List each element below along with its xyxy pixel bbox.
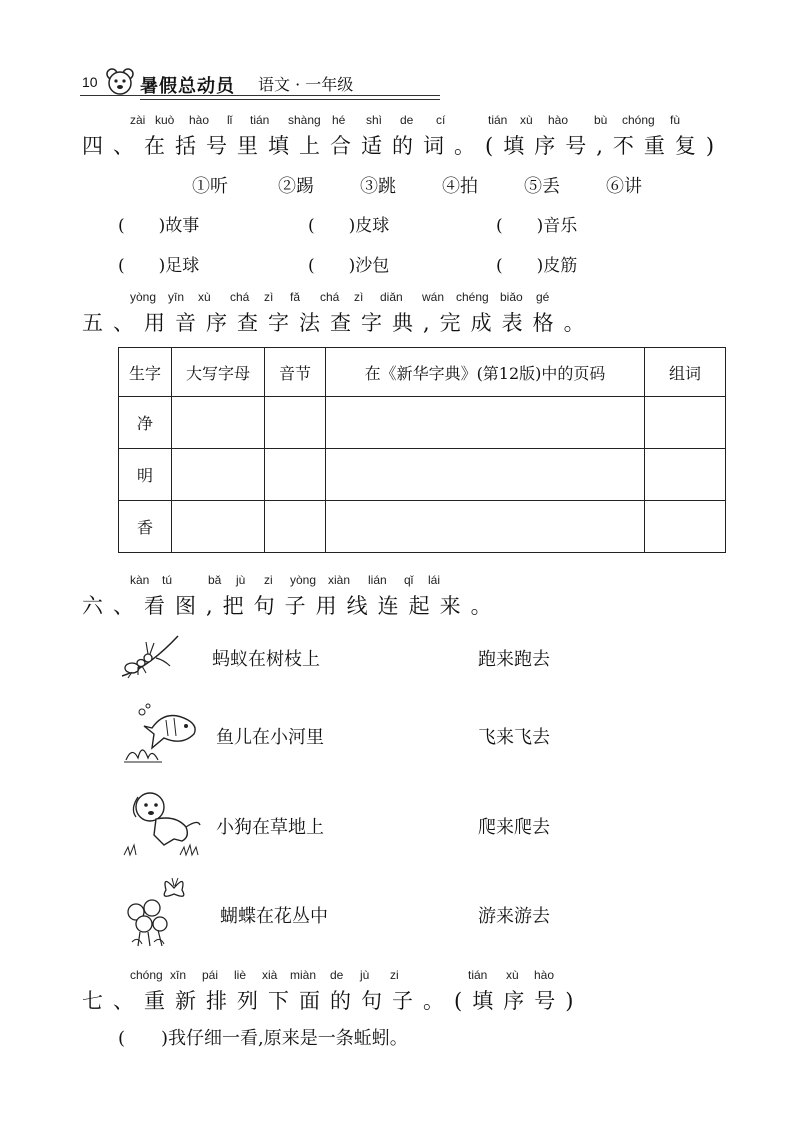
match-right-item[interactable]: 跑来跑去 xyxy=(478,649,550,670)
subject-label: 语文 · 一年级 xyxy=(258,75,354,94)
page-header xyxy=(0,0,800,105)
q5-title: 五、用音序查字法查字典,完成表格。 xyxy=(82,311,595,335)
q7-title: 七、重新排列下面的句子。(填序号) xyxy=(82,989,584,1013)
match-right-item[interactable]: 飞来飞去 xyxy=(478,727,550,748)
match-right-item[interactable]: 游来游去 xyxy=(478,906,550,927)
header-cell: 在《新华字典》(第12版)中的页码 xyxy=(326,348,645,397)
ant-icon xyxy=(118,630,184,680)
fill-blank[interactable]: ( )沙包 xyxy=(308,256,390,276)
table-row xyxy=(119,449,726,501)
answer-cell[interactable] xyxy=(265,501,326,553)
answer-cell[interactable] xyxy=(645,449,726,501)
char-cell: 香 xyxy=(119,501,172,553)
option-item: ⑤丢 xyxy=(524,176,560,197)
fill-blank[interactable]: ( )故事 xyxy=(118,216,200,236)
q4-options xyxy=(0,172,800,198)
option-item: ①听 xyxy=(192,176,228,197)
lookup-table xyxy=(118,347,726,553)
answer-cell[interactable] xyxy=(172,449,265,501)
page-number: 10 xyxy=(82,74,98,90)
match-left-item[interactable]: 小狗在草地上 xyxy=(216,817,324,838)
option-item: ③跳 xyxy=(360,176,396,197)
answer-cell[interactable] xyxy=(265,449,326,501)
fish-icon xyxy=(122,702,204,764)
q4-title: 四、在括号里填上合适的词。(填序号,不重复) xyxy=(82,134,725,158)
table-row xyxy=(119,501,726,553)
header-cell: 大写字母 xyxy=(172,348,265,397)
reorder-sentence[interactable]: ( )我仔细一看,原来是一条蚯蚓。 xyxy=(118,1028,408,1049)
header-rule xyxy=(80,95,440,96)
match-left-item[interactable]: 鱼儿在小河里 xyxy=(216,727,324,748)
answer-cell[interactable] xyxy=(172,397,265,449)
table-row xyxy=(119,397,726,449)
answer-cell[interactable] xyxy=(645,501,726,553)
option-item: ④拍 xyxy=(442,176,478,197)
answer-cell[interactable] xyxy=(326,449,645,501)
answer-cell[interactable] xyxy=(326,397,645,449)
header-cell: 生字 xyxy=(119,348,172,397)
header-rule-2 xyxy=(140,99,440,100)
bear-mascot-icon xyxy=(104,66,136,98)
fill-blank[interactable]: ( )皮筋 xyxy=(496,256,578,276)
answer-cell[interactable] xyxy=(172,501,265,553)
header-cell: 组词 xyxy=(645,348,726,397)
fill-blank[interactable]: ( )音乐 xyxy=(496,216,578,236)
table-header-row xyxy=(119,348,726,397)
match-right-item[interactable]: 爬来爬去 xyxy=(478,817,550,838)
char-cell: 明 xyxy=(119,449,172,501)
answer-cell[interactable] xyxy=(645,397,726,449)
match-left-item[interactable]: 蚂蚁在树枝上 xyxy=(212,649,320,670)
header-cell: 音节 xyxy=(265,348,326,397)
butterfly-icon xyxy=(118,872,198,948)
option-item: ②踢 xyxy=(278,176,314,197)
q6-title: 六、看图,把句子用线连起来。 xyxy=(82,594,502,618)
char-cell: 净 xyxy=(119,397,172,449)
fill-blank[interactable]: ( )皮球 xyxy=(308,216,390,236)
option-item: ⑥讲 xyxy=(606,176,642,197)
dog-icon xyxy=(120,785,210,859)
fill-blank[interactable]: ( )足球 xyxy=(118,256,200,276)
brand-title: 暑假总动员 xyxy=(140,76,235,97)
answer-cell[interactable] xyxy=(326,501,645,553)
answer-cell[interactable] xyxy=(265,397,326,449)
match-left-item[interactable]: 蝴蝶在花丛中 xyxy=(220,906,328,927)
